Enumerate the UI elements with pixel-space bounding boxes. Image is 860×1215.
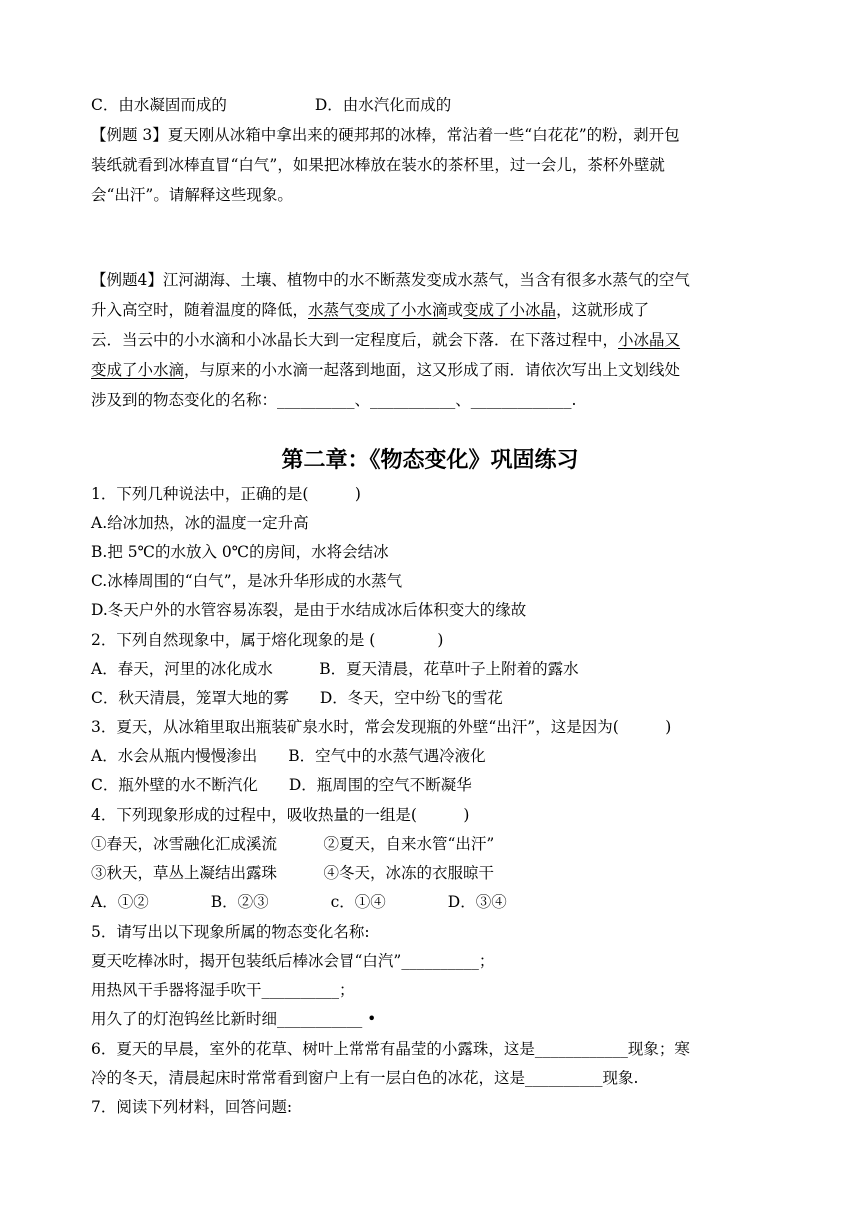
q1-stem: 1．下列几种说法中，正确的是( ) bbox=[91, 485, 361, 503]
q1-option-d: D.冬天户外的水管容易冻裂，是由于水结成冰后体积变大的缘故 bbox=[91, 601, 527, 619]
q5-line2: 用热风干手器将湿手吹干__________； bbox=[91, 981, 355, 999]
example4-line1: 【例题4】江河湖海、土壤、植物中的水不断蒸发变成水蒸气，当含有很多水蒸气的空气 bbox=[91, 271, 690, 289]
underlined-phrase: 变成了小水滴 bbox=[91, 361, 185, 379]
q5-line3: 用久了的灯泡钨丝比新时细___________ • bbox=[91, 1010, 377, 1028]
q2-options-cd: C．秋天清晨，笼罩大地的雾 D．冬天，空中纷飞的雪花 bbox=[91, 689, 503, 707]
q4-stem: 4．下列现象形成的过程中，吸收热量的一组是( ) bbox=[91, 806, 470, 824]
text-segment: ，这就形成了 bbox=[556, 301, 650, 319]
q3-stem: 3．夏天，从冰箱里取出瓶装矿泉水时，常会发现瓶的外壁“出汗”，这是因为( ) bbox=[91, 718, 672, 736]
q6-line2: 冷的冬天，清晨起床时常常看到窗户上有一层白色的冰花，这是__________现象. bbox=[91, 1069, 639, 1087]
option-c: C．由水凝固而成的 bbox=[91, 96, 227, 114]
text-segment: ，与原来的小水滴一起落到地面，这又形成了雨．请依次写出上文划线处 bbox=[184, 361, 681, 379]
example4-line3 bbox=[91, 329, 680, 351]
q3-options-cd: C．瓶外壁的水不断汽化 D．瓶周围的空气不断凝华 bbox=[91, 776, 472, 794]
example4-line4 bbox=[91, 359, 680, 381]
q1-option-b: B.把 5℃的水放入 0℃的房间，水将会结冰 bbox=[91, 543, 389, 561]
example3-line1: 【例题 3】夏天刚从冰箱中拿出来的硬邦邦的冰棒，常沾着一些“白花花”的粉，剥开包 bbox=[91, 126, 680, 144]
underlined-phrase: 变成了小冰晶 bbox=[463, 301, 557, 319]
q4-row1: ①春天，冰雪融化汇成溪流 ②夏天，自来水管“出汗” bbox=[91, 835, 495, 853]
example3-line2: 装纸就看到冰棒直冒“白气”，如果把冰棒放在装水的茶杯里，过一会儿，茶杯外壁就 bbox=[91, 156, 665, 174]
underlined-phrase: 水蒸气变成了小水滴 bbox=[308, 301, 448, 319]
q1-option-a: A.给冰加热，冰的温度一定升高 bbox=[91, 514, 309, 532]
q5-line1: 夏天吃棒冰时，揭开包装纸后棒冰会冒“白汽”__________； bbox=[91, 952, 495, 970]
q1-option-c: C.冰棒周围的“白气”，是冰升华形成的水蒸气 bbox=[91, 572, 403, 590]
q2-options-ab: A．春天，河里的冰化成水 B．夏天清晨，花草叶子上附着的露水 bbox=[91, 660, 579, 678]
example4-line5: 涉及到的物态变化的名称：__________、___________、_____________. bbox=[91, 391, 577, 409]
q2-stem: 2．下列自然现象中，属于熔化现象的是 ( ) bbox=[91, 631, 444, 649]
option-d: D．由水汽化而成的 bbox=[314, 96, 452, 114]
example3-line3: 会“出汗”。请解释这些现象。 bbox=[91, 186, 293, 204]
previous-question-options bbox=[91, 94, 451, 116]
q4-row2: ③秋天，草丛上凝结出露珠 ④冬天，冰冻的衣服晾干 bbox=[91, 864, 495, 882]
q6-line1: 6．夏天的早晨，室外的花草、树叶上常常有晶莹的小露珠，这是____________现象；寒 bbox=[91, 1040, 690, 1058]
text-segment: 云．当云中的小水滴和小冰晶长大到一定程度后，就会下落．在下落过程中， bbox=[91, 331, 619, 349]
q3-options-ab: A．水会从瓶内慢慢渗出 B．空气中的水蒸气遇冷液化 bbox=[91, 747, 486, 765]
q7-stem: 7．阅读下列材料，回答问题: bbox=[91, 1098, 293, 1116]
chapter-title: 第二章：《物态变化》巩固练习 bbox=[281, 448, 579, 473]
underlined-phrase: 小冰晶又 bbox=[618, 331, 681, 349]
text-segment: 升入高空时，随着温度的降低， bbox=[91, 301, 309, 319]
q5-stem: 5．请写出以下现象所属的物态变化名称: bbox=[91, 923, 370, 941]
text-segment: 或 bbox=[447, 301, 464, 319]
q4-options: A．①② B．②③ c．①④ D．③④ bbox=[91, 893, 507, 911]
example4-line2 bbox=[91, 299, 649, 321]
